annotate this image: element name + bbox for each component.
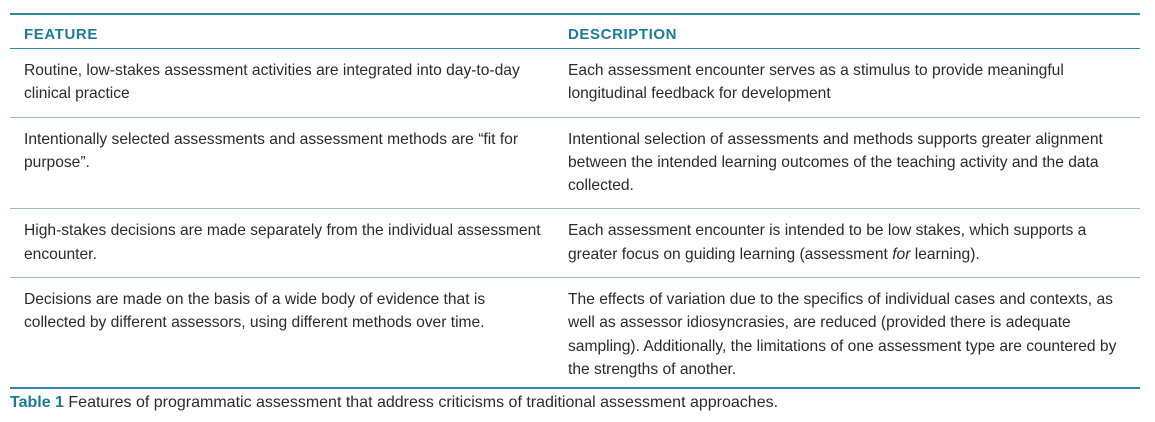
description-cell: The effects of variation due to the specifics of individual cases and contexts, as well as assessor idiosyncrasies, are reduced (provided there is adequate sampling). Additionally, the limitations of one assessment type are countered by the strengths of another. (568, 291, 1117, 378)
description-cell (554, 209, 1140, 278)
feature-cell: Decisions are made on the basis of a wide body of evidence that is collected by different assessors, using different methods over time. (24, 291, 486, 332)
features-table (10, 15, 1140, 387)
description-text: learning). (910, 245, 980, 263)
feature-cell: Routine, low-stakes assessment activities are integrated into day-to-day clinical practice (10, 49, 554, 118)
features-table-container (10, 13, 1140, 389)
caption-label: Table 1 (10, 394, 64, 411)
table-header-row (10, 15, 1140, 49)
table-caption (10, 394, 778, 412)
description-cell: Each assessment encounter serves as a stimulus to provide meaningful longitudinal feedback for development (554, 49, 1140, 118)
feature-cell: High-stakes decisions are made separately from the individual assessment encounter. (10, 209, 554, 278)
header-feature: FEATURE (10, 15, 554, 49)
feature-cell: Intentionally selected assessments and assessment methods are “fit for purpose”. (10, 117, 554, 209)
table-row (10, 209, 1140, 278)
table-row (10, 278, 1140, 388)
description-cell: Intentional selection of assessments and methods supports greater alignment between the intended learning outcomes of the teaching activity and the data collected. (554, 117, 1140, 209)
table-bottom-rule (10, 387, 1140, 389)
description-emphasis: for (892, 245, 911, 263)
table-row (10, 49, 1140, 118)
caption-text: Features of programmatic assessment that address criticisms of traditional assessment approaches. (63, 394, 779, 411)
description-text: Each assessment encounter is intended to be low stakes, which supports a greater focus on guiding learning (assessment (568, 222, 1087, 263)
header-description: DESCRIPTION (554, 15, 1140, 49)
table-row (10, 117, 1140, 209)
